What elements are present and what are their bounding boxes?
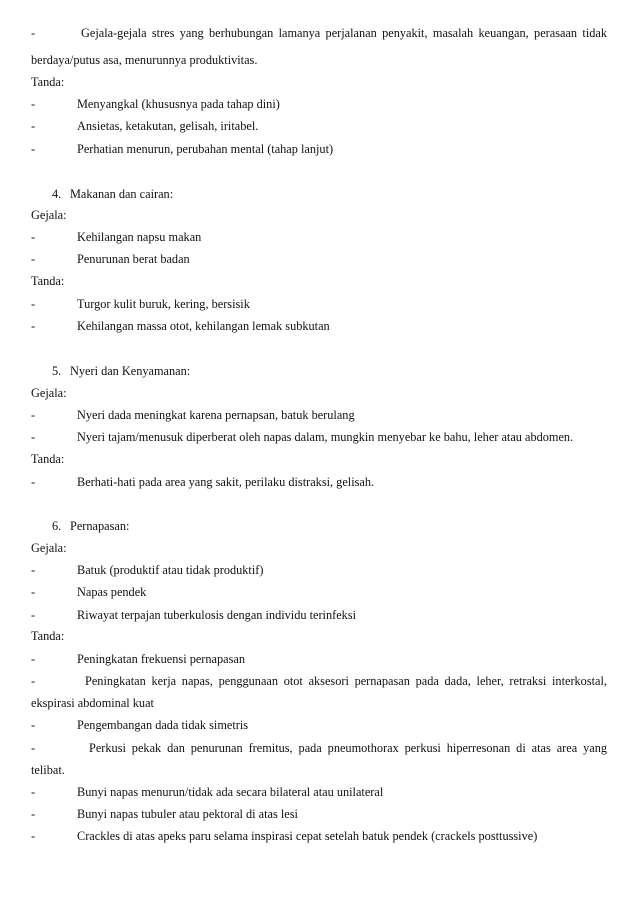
- bullet-dash: -: [31, 807, 36, 821]
- gejala-item: Nyeri tajam/menusuk diperberat oleh napas dalam, mungkin menyebar ke bahu, leher atau abdomen.: [77, 430, 574, 444]
- bullet-dash: -: [31, 718, 36, 732]
- bullet-dash: -: [31, 475, 36, 489]
- tanda-item: Ansietas, ketakutan, gelisah, iritabel.: [77, 119, 259, 133]
- bullet-dash: -: [31, 430, 36, 444]
- bullet-dash: -: [31, 97, 36, 111]
- tanda-item: Turgor kulit buruk, kering, bersisik: [77, 297, 250, 311]
- tanda-item: Perhatian menurun, perubahan mental (tahap lanjut): [77, 142, 334, 156]
- bullet-dash: -: [31, 785, 36, 799]
- tanda-item: Crackles di atas apeks paru selama inspirasi cepat setelah batuk pendek (crackels posttussive): [77, 829, 538, 843]
- bullet-dash: -: [31, 741, 36, 755]
- gejala-stres-line2: berdaya/putus asa, menurunnya produktivitas.: [31, 53, 258, 67]
- bullet-dash: -: [31, 119, 36, 133]
- gejala-item: Kehilangan napsu makan: [77, 230, 202, 244]
- bullet-dash: -: [31, 297, 36, 311]
- bullet-dash: -: [31, 408, 36, 422]
- bullet-dash: -: [31, 26, 36, 40]
- bullet-dash: -: [31, 829, 36, 843]
- section-title: Makanan dan cairan:: [70, 187, 174, 201]
- bullet-dash: -: [31, 252, 36, 266]
- bullet-dash: -: [31, 142, 36, 156]
- tanda-item: Bunyi napas tubuler atau pektoral di atas lesi: [77, 807, 298, 821]
- section-title: Nyeri dan Kenyamanan:: [70, 364, 191, 378]
- gejala-stres-line1: Gejala-gejala stres yang berhubungan lamanya perjalanan penyakit, masalah keuangan, perasaan tidak: [81, 26, 607, 40]
- gejala-label: Gejala:: [31, 541, 67, 555]
- bullet-dash: -: [31, 652, 36, 666]
- tanda-item-line1: Perkusi pekak dan penurunan fremitus, pada pneumothorax perkusi hiperresonan di atas area yang: [89, 741, 607, 755]
- bullet-dash: -: [31, 230, 36, 244]
- tanda-item-line1: Peningkatan kerja napas, penggunaan otot aksesori pernapasan pada dada, leher, retraksi interkostal,: [85, 674, 607, 688]
- tanda-label: Tanda:: [31, 75, 65, 89]
- gejala-item: Napas pendek: [77, 585, 147, 599]
- tanda-item: Peningkatan frekuensi pernapasan: [77, 652, 245, 666]
- tanda-item: Menyangkal (khususnya pada tahap dini): [77, 97, 280, 111]
- tanda-item-line2: ekspirasi abdominal kuat: [31, 696, 154, 710]
- tanda-label: Tanda:: [31, 452, 65, 466]
- gejala-item: Nyeri dada meningkat karena pernapsan, batuk berulang: [77, 408, 355, 422]
- gejala-item: Riwayat terpajan tuberkulosis dengan individu terinfeksi: [77, 608, 357, 622]
- tanda-item: Berhati-hati pada area yang sakit, perilaku distraksi, gelisah.: [77, 475, 375, 489]
- tanda-item: Bunyi napas menurun/tidak ada secara bilateral atau unilateral: [77, 785, 384, 799]
- tanda-label: Tanda:: [31, 629, 65, 643]
- bullet-dash: -: [31, 585, 36, 599]
- section-number: 6.: [52, 519, 62, 533]
- tanda-item-line2: telibat.: [31, 763, 65, 777]
- section-number: 5.: [52, 364, 62, 378]
- gejala-label: Gejala:: [31, 208, 67, 222]
- tanda-item: Kehilangan massa otot, kehilangan lemak subkutan: [77, 319, 330, 333]
- tanda-label: Tanda:: [31, 274, 65, 288]
- bullet-dash: -: [31, 319, 36, 333]
- gejala-item: Penurunan berat badan: [77, 252, 190, 266]
- tanda-item: Pengembangan dada tidak simetris: [77, 718, 249, 732]
- section-title: Pernapasan:: [70, 519, 130, 533]
- section-number: 4.: [52, 187, 62, 201]
- bullet-dash: -: [31, 563, 36, 577]
- bullet-dash: -: [31, 674, 36, 688]
- bullet-dash: -: [31, 608, 36, 622]
- gejala-item: Batuk (produktif atau tidak produktif): [77, 563, 264, 577]
- gejala-label: Gejala:: [31, 386, 67, 400]
